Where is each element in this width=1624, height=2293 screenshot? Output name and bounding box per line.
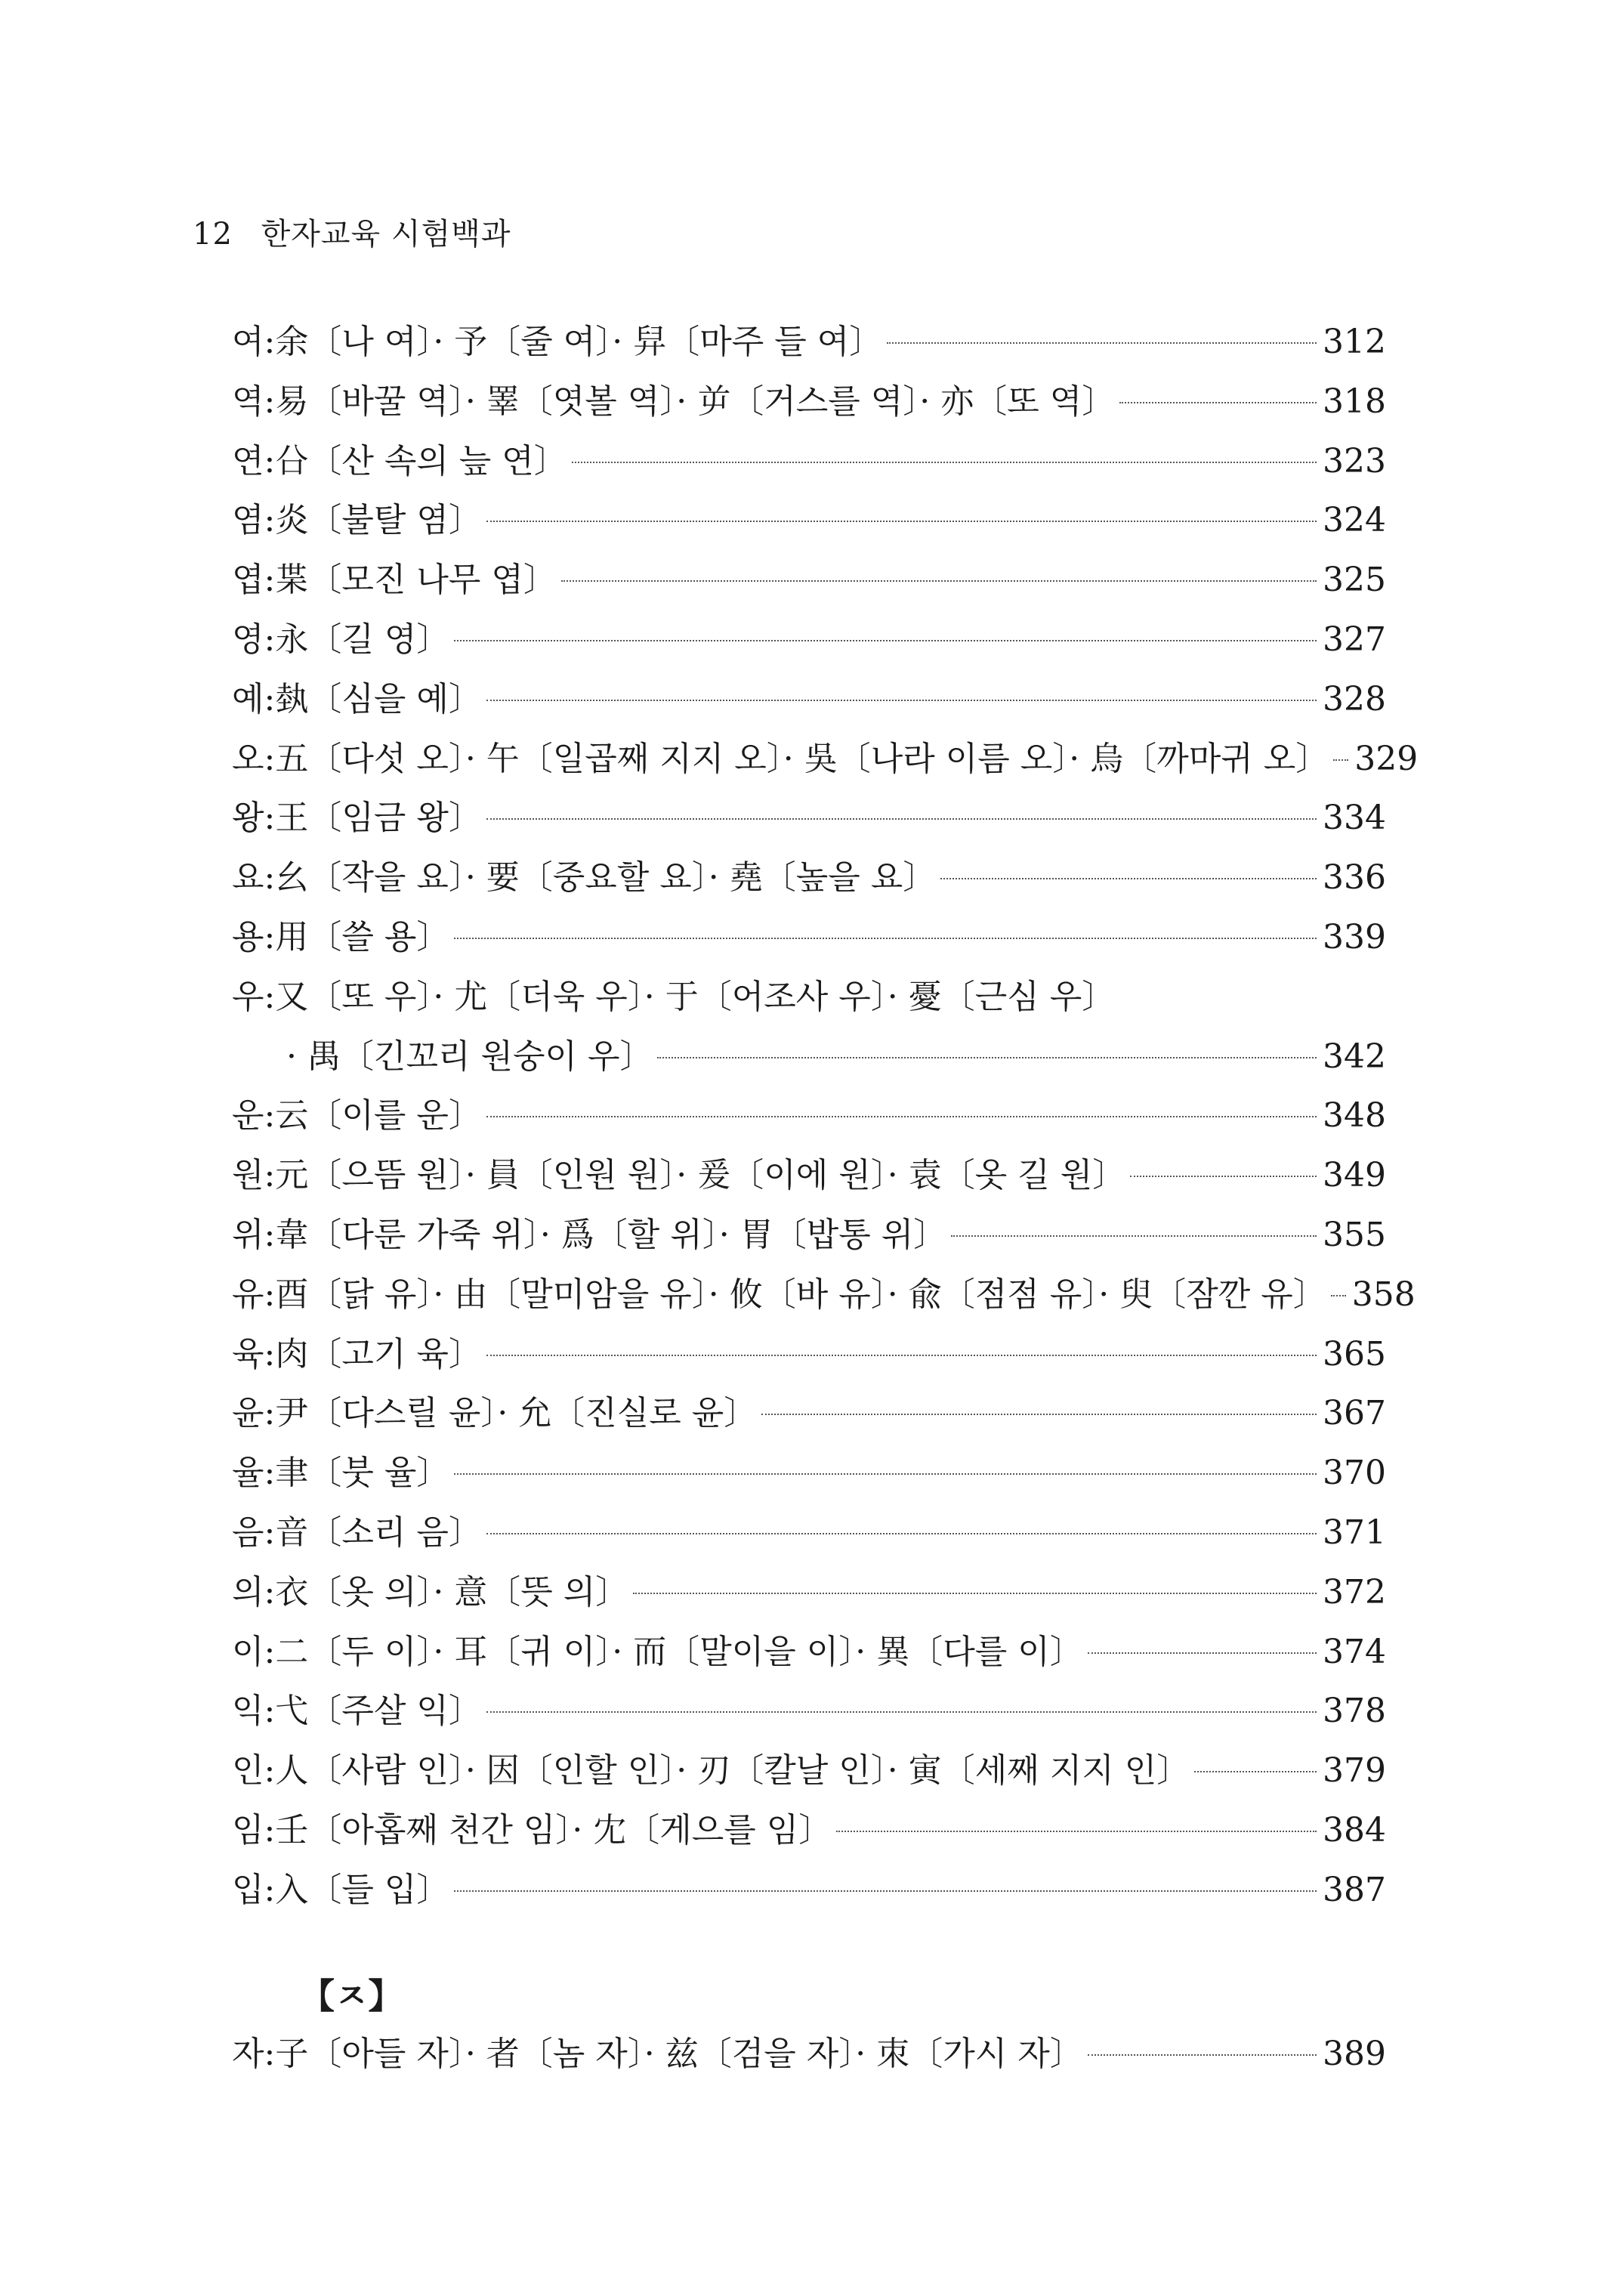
- dot-leader: [486, 1711, 1317, 1713]
- toc-entry: [232, 1029, 1385, 1089]
- dot-leader: [657, 1057, 1317, 1058]
- toc-page-number: 371: [1323, 1513, 1386, 1552]
- toc-entry: [232, 1445, 1385, 1505]
- toc-page-number: 324: [1323, 501, 1386, 540]
- toc-entry-text: 운:云〔이를 운〕: [232, 1096, 482, 1136]
- toc-entry: [232, 1565, 1385, 1624]
- toc-entry-text: 위:韋〔다룬 가죽 위〕· 爲〔할 위〕· 胃〔밥통 위〕: [232, 1215, 947, 1254]
- toc-entry: [232, 1743, 1385, 1803]
- dot-leader: [454, 640, 1317, 641]
- toc-entry: [232, 790, 1385, 850]
- toc-entry-text: 역:易〔바꿀 역〕· 睪〔엿볼 역〕· 屰〔거스를 역〕· 亦〔또 역〕: [232, 382, 1116, 421]
- toc-entry: [232, 1148, 1385, 1207]
- toc-entry-text: 우:又〔또 우〕· 尤〔더욱 우〕· 于〔어조사 우〕· 憂〔근심 우〕: [232, 977, 1116, 1016]
- toc-page-number: 379: [1323, 1751, 1386, 1791]
- running-header: [193, 210, 511, 253]
- toc-entry: [232, 314, 1385, 374]
- toc-entry: [232, 552, 1385, 612]
- toc-entry: [232, 612, 1385, 672]
- dot-leader: [1088, 1652, 1317, 1654]
- toc-page-number: 389: [1323, 2034, 1386, 2073]
- toc-entry-text: 익:弋〔주살 익〕: [232, 1692, 482, 1731]
- toc-entry: [232, 1862, 1385, 1922]
- toc-page-number: 342: [1323, 1037, 1386, 1076]
- dot-leader: [951, 1235, 1317, 1237]
- toc-entry: [232, 672, 1385, 731]
- toc-entry-text: 유:酉〔닭 유〕· 由〔말미암을 유〕· 攸〔바 유〕· 兪〔점점 유〕· 臾〔잠깐 유〕: [232, 1275, 1326, 1314]
- toc-entry: [232, 1683, 1385, 1743]
- dot-leader: [454, 938, 1317, 939]
- page-number: 12: [193, 217, 233, 252]
- book-title: 한자교육 시험백과: [261, 217, 511, 252]
- toc-page-number: 339: [1323, 917, 1386, 956]
- toc-page-number: 365: [1323, 1334, 1386, 1374]
- section-heading: 【ㅈ】: [300, 1975, 403, 2016]
- toc-entry-text: 자:子〔아들 자〕· 者〔놈 자〕· 兹〔검을 자〕· 朿〔가시 자〕: [232, 2034, 1083, 2073]
- toc-entry-text: 원:元〔으뜸 원〕· 員〔인원 원〕· 爰〔이에 원〕· 袁〔옷 길 원〕: [232, 1156, 1126, 1195]
- toc-entry-text: 율:聿〔붓 율〕: [232, 1454, 450, 1493]
- toc-page-number: 378: [1323, 1692, 1386, 1731]
- toc-page-number: 312: [1323, 323, 1386, 361]
- toc-entry: [232, 1386, 1385, 1445]
- dot-leader: [572, 462, 1317, 463]
- toc-entry-text: 음:音〔소리 음〕: [232, 1513, 482, 1552]
- toc-entry-text: 의:衣〔옷 의〕· 意〔뜻 의〕: [232, 1572, 629, 1612]
- toc-page-number: 349: [1323, 1156, 1386, 1195]
- dot-leader: [1331, 1295, 1346, 1296]
- dot-leader: [486, 700, 1317, 701]
- toc-page-number: 327: [1323, 620, 1386, 659]
- toc-entry-text: 염:炎〔불탈 염〕: [232, 501, 482, 540]
- toc-page-number: 387: [1323, 1870, 1386, 1909]
- dot-leader: [887, 342, 1317, 344]
- toc-page-number: 370: [1323, 1454, 1386, 1493]
- toc-page-number: 325: [1323, 561, 1386, 600]
- toc-page-number: 328: [1323, 679, 1386, 718]
- toc-page-number: 348: [1323, 1096, 1386, 1136]
- toc-entry-text: 이:二〔두 이〕· 耳〔귀 이〕· 而〔말이을 이〕· 異〔다를 이〕: [232, 1632, 1083, 1671]
- toc-page-number: 318: [1323, 382, 1386, 421]
- dot-leader: [454, 1473, 1317, 1475]
- dot-leader: [486, 1116, 1317, 1117]
- toc-page-number: 323: [1323, 441, 1386, 481]
- toc-entry: [232, 434, 1385, 493]
- toc-page-number: 329: [1354, 739, 1419, 778]
- dot-leader: [1119, 402, 1317, 403]
- toc-entry: [232, 731, 1419, 791]
- dot-leader: [1194, 1771, 1317, 1772]
- dot-leader: [940, 878, 1317, 879]
- dot-leader: [1130, 1176, 1317, 1177]
- dot-leader: [633, 1593, 1317, 1594]
- toc-entry: [232, 910, 1385, 969]
- dot-leader: [454, 1890, 1317, 1892]
- toc-entry-text: 엽:枼〔모진 나무 엽〕: [232, 561, 557, 600]
- toc-entry: [232, 374, 1385, 434]
- toc-page-number: 384: [1323, 1810, 1386, 1850]
- toc-page-number: 355: [1323, 1215, 1386, 1254]
- toc-entry-text: 여:余〔나 여〕· 予〔줄 여〕· 舁〔마주 들 여〕: [232, 323, 883, 361]
- dot-leader: [486, 818, 1317, 820]
- dot-leader: [486, 1533, 1317, 1534]
- toc-entry: [232, 1803, 1385, 1862]
- toc-entry-text: 용:用〔쓸 용〕: [232, 917, 450, 956]
- toc-entry: [232, 1207, 1385, 1267]
- toc-entry: [232, 850, 1385, 910]
- toc-entry-text: 왕:王〔임금 왕〕: [232, 799, 482, 838]
- toc-page-number: 334: [1323, 799, 1386, 838]
- dot-leader: [486, 1355, 1317, 1356]
- toc-entry-text: 예:埶〔심을 예〕: [232, 679, 482, 718]
- toc-entry-text: 육:肉〔고기 육〕: [232, 1334, 482, 1374]
- toc-page-number: 336: [1323, 858, 1386, 898]
- dot-leader: [836, 1831, 1317, 1832]
- toc-entry: [232, 1088, 1385, 1148]
- toc-entry-text: 오:五〔다섯 오〕· 午〔일곱째 지지 오〕· 吳〔나라 이름 오〕· 烏〔까마귀 오〕: [232, 739, 1329, 778]
- toc-page-number: 372: [1323, 1572, 1386, 1612]
- table-of-contents: [232, 314, 1419, 2085]
- toc-page-number: 374: [1323, 1632, 1386, 1671]
- toc-page-number: 367: [1323, 1394, 1386, 1433]
- toc-entry-text: · 禺〔긴꼬리 원숭이 우〕: [286, 1037, 653, 1076]
- toc-entry-text: 연:㕣〔산 속의 늪 연〕: [232, 441, 567, 481]
- dot-leader: [486, 521, 1317, 522]
- section-spacer: [232, 1922, 1385, 1943]
- toc-entry: [232, 2026, 1385, 2086]
- toc-entry-text: 임:壬〔아홉째 천간 임〕· 冘〔게으를 임〕: [232, 1810, 832, 1850]
- dot-leader: [561, 580, 1317, 582]
- dot-leader: [1333, 759, 1348, 761]
- dot-leader: [1088, 2054, 1317, 2056]
- toc-entry: [232, 1624, 1385, 1684]
- toc-entry: [232, 1505, 1385, 1565]
- dot-leader: [761, 1414, 1317, 1415]
- toc-page-number: 358: [1351, 1275, 1416, 1314]
- toc-entry-text: 윤:尹〔다스릴 윤〕· 允〔진실로 윤〕: [232, 1394, 758, 1433]
- toc-entry-text: 요:幺〔작을 요〕· 要〔중요할 요〕· 堯〔높을 요〕: [232, 858, 937, 898]
- toc-entry-text: 인:人〔사람 인〕· 因〔인할 인〕· 刃〔칼날 인〕· 寅〔세째 지지 인〕: [232, 1751, 1190, 1791]
- toc-entry: [232, 969, 1385, 1029]
- toc-entry: [232, 1267, 1416, 1327]
- toc-entry: [232, 493, 1385, 552]
- toc-entry-text: 입:入〔들 입〕: [232, 1870, 450, 1909]
- toc-entry: [232, 1327, 1385, 1386]
- toc-entry-text: 영:永〔길 영〕: [232, 620, 450, 659]
